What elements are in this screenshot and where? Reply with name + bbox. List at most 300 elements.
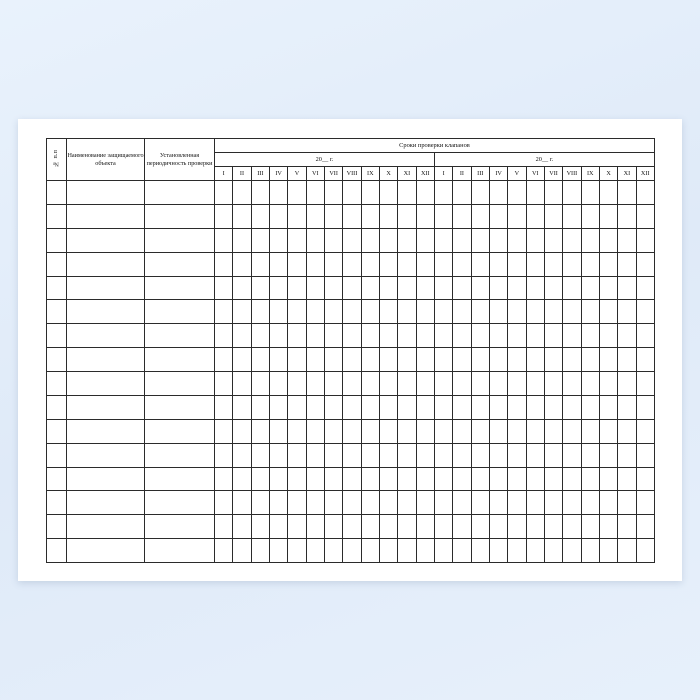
table-cell[interactable] (508, 348, 526, 372)
table-cell[interactable] (343, 443, 361, 467)
table-cell[interactable] (47, 491, 67, 515)
table-cell[interactable] (398, 491, 416, 515)
table-cell[interactable] (599, 228, 617, 252)
table-cell[interactable] (269, 204, 287, 228)
table-cell[interactable] (581, 515, 599, 539)
table-cell[interactable] (361, 300, 379, 324)
table-cell[interactable] (416, 348, 434, 372)
table-cell[interactable] (269, 395, 287, 419)
table-cell[interactable] (67, 181, 145, 205)
table-cell[interactable] (489, 539, 507, 563)
table-cell[interactable] (508, 324, 526, 348)
table-cell[interactable] (47, 252, 67, 276)
table-cell[interactable] (361, 467, 379, 491)
table-cell[interactable] (599, 204, 617, 228)
table-cell[interactable] (581, 539, 599, 563)
table-cell[interactable] (563, 467, 581, 491)
table-cell[interactable] (636, 252, 654, 276)
table-cell[interactable] (306, 228, 324, 252)
table-cell[interactable] (526, 181, 544, 205)
table-cell[interactable] (434, 419, 452, 443)
table-cell[interactable] (215, 419, 233, 443)
table-cell[interactable] (269, 300, 287, 324)
table-cell[interactable] (251, 419, 269, 443)
table-cell[interactable] (288, 204, 306, 228)
table-cell[interactable] (544, 181, 562, 205)
table-cell[interactable] (379, 300, 397, 324)
table-row[interactable] (47, 252, 655, 276)
table-cell[interactable] (471, 395, 489, 419)
table-cell[interactable] (599, 443, 617, 467)
table-cell[interactable] (453, 539, 471, 563)
table-cell[interactable] (636, 348, 654, 372)
table-cell[interactable] (489, 491, 507, 515)
table-cell[interactable] (508, 539, 526, 563)
table-cell[interactable] (453, 515, 471, 539)
table-cell[interactable] (67, 395, 145, 419)
table-cell[interactable] (343, 395, 361, 419)
table-cell[interactable] (288, 228, 306, 252)
table-cell[interactable] (343, 300, 361, 324)
table-cell[interactable] (416, 252, 434, 276)
table-cell[interactable] (618, 204, 636, 228)
table-cell[interactable] (379, 395, 397, 419)
table-cell[interactable] (581, 228, 599, 252)
table-cell[interactable] (416, 515, 434, 539)
table-cell[interactable] (324, 515, 342, 539)
table-cell[interactable] (526, 515, 544, 539)
table-cell[interactable] (508, 252, 526, 276)
table-cell[interactable] (599, 348, 617, 372)
table-cell[interactable] (599, 419, 617, 443)
table-cell[interactable] (269, 539, 287, 563)
table-cell[interactable] (471, 276, 489, 300)
table-cell[interactable] (526, 300, 544, 324)
table-cell[interactable] (306, 491, 324, 515)
table-cell[interactable] (618, 419, 636, 443)
table-cell[interactable] (453, 252, 471, 276)
table-cell[interactable] (508, 395, 526, 419)
table-cell[interactable] (233, 491, 251, 515)
table-cell[interactable] (269, 515, 287, 539)
table-cell[interactable] (251, 443, 269, 467)
table-cell[interactable] (361, 276, 379, 300)
table-cell[interactable] (343, 491, 361, 515)
table-cell[interactable] (563, 515, 581, 539)
table-cell[interactable] (636, 300, 654, 324)
table-cell[interactable] (526, 443, 544, 467)
table-cell[interactable] (471, 491, 489, 515)
table-cell[interactable] (471, 324, 489, 348)
table-cell[interactable] (453, 300, 471, 324)
table-cell[interactable] (599, 491, 617, 515)
table-cell[interactable] (489, 395, 507, 419)
table-cell[interactable] (361, 491, 379, 515)
table-row[interactable] (47, 276, 655, 300)
table-cell[interactable] (67, 276, 145, 300)
table-cell[interactable] (361, 419, 379, 443)
table-cell[interactable] (251, 348, 269, 372)
table-cell[interactable] (453, 419, 471, 443)
table-cell[interactable] (453, 491, 471, 515)
table-cell[interactable] (563, 539, 581, 563)
table-cell[interactable] (288, 539, 306, 563)
table-cell[interactable] (416, 324, 434, 348)
table-cell[interactable] (489, 276, 507, 300)
table-cell[interactable] (361, 372, 379, 396)
table-cell[interactable] (563, 276, 581, 300)
table-cell[interactable] (489, 348, 507, 372)
table-cell[interactable] (599, 372, 617, 396)
table-cell[interactable] (563, 252, 581, 276)
table-cell[interactable] (489, 443, 507, 467)
table-cell[interactable] (47, 300, 67, 324)
table-cell[interactable] (145, 467, 215, 491)
table-cell[interactable] (47, 443, 67, 467)
table-cell[interactable] (636, 276, 654, 300)
table-cell[interactable] (618, 539, 636, 563)
table-cell[interactable] (398, 395, 416, 419)
table-cell[interactable] (67, 372, 145, 396)
table-cell[interactable] (233, 443, 251, 467)
table-cell[interactable] (416, 300, 434, 324)
table-cell[interactable] (636, 204, 654, 228)
table-cell[interactable] (233, 467, 251, 491)
table-cell[interactable] (288, 372, 306, 396)
table-cell[interactable] (471, 443, 489, 467)
table-cell[interactable] (215, 252, 233, 276)
table-cell[interactable] (306, 419, 324, 443)
table-cell[interactable] (324, 252, 342, 276)
table-cell[interactable] (361, 348, 379, 372)
table-cell[interactable] (416, 228, 434, 252)
table-cell[interactable] (251, 181, 269, 205)
table-cell[interactable] (379, 348, 397, 372)
table-cell[interactable] (343, 181, 361, 205)
table-cell[interactable] (398, 181, 416, 205)
table-cell[interactable] (251, 228, 269, 252)
table-cell[interactable] (544, 372, 562, 396)
table-cell[interactable] (306, 467, 324, 491)
table-cell[interactable] (251, 324, 269, 348)
table-cell[interactable] (416, 443, 434, 467)
table-cell[interactable] (215, 300, 233, 324)
table-cell[interactable] (581, 300, 599, 324)
table-cell[interactable] (215, 324, 233, 348)
table-cell[interactable] (324, 204, 342, 228)
table-cell[interactable] (508, 276, 526, 300)
table-cell[interactable] (343, 372, 361, 396)
table-cell[interactable] (508, 515, 526, 539)
table-cell[interactable] (288, 181, 306, 205)
table-cell[interactable] (434, 204, 452, 228)
table-cell[interactable] (618, 276, 636, 300)
table-cell[interactable] (471, 539, 489, 563)
table-cell[interactable] (489, 419, 507, 443)
table-cell[interactable] (233, 348, 251, 372)
table-cell[interactable] (434, 276, 452, 300)
table-cell[interactable] (398, 515, 416, 539)
table-row[interactable] (47, 181, 655, 205)
table-cell[interactable] (489, 204, 507, 228)
table-cell[interactable] (47, 419, 67, 443)
table-cell[interactable] (324, 324, 342, 348)
table-cell[interactable] (398, 228, 416, 252)
table-cell[interactable] (379, 515, 397, 539)
table-cell[interactable] (251, 395, 269, 419)
table-cell[interactable] (489, 300, 507, 324)
table-cell[interactable] (599, 276, 617, 300)
table-cell[interactable] (581, 395, 599, 419)
table-cell[interactable] (453, 324, 471, 348)
table-cell[interactable] (526, 491, 544, 515)
table-cell[interactable] (215, 467, 233, 491)
table-cell[interactable] (67, 324, 145, 348)
table-cell[interactable] (526, 539, 544, 563)
table-cell[interactable] (215, 276, 233, 300)
table-cell[interactable] (343, 539, 361, 563)
table-cell[interactable] (581, 491, 599, 515)
table-cell[interactable] (47, 515, 67, 539)
table-cell[interactable] (398, 300, 416, 324)
table-cell[interactable] (361, 252, 379, 276)
table-cell[interactable] (636, 515, 654, 539)
table-cell[interactable] (67, 204, 145, 228)
table-cell[interactable] (544, 204, 562, 228)
table-cell[interactable] (581, 204, 599, 228)
table-cell[interactable] (581, 443, 599, 467)
table-cell[interactable] (581, 348, 599, 372)
table-cell[interactable] (526, 204, 544, 228)
table-cell[interactable] (269, 348, 287, 372)
table-cell[interactable] (563, 324, 581, 348)
table-cell[interactable] (251, 539, 269, 563)
table-cell[interactable] (67, 252, 145, 276)
table-row[interactable] (47, 539, 655, 563)
table-cell[interactable] (67, 348, 145, 372)
table-cell[interactable] (343, 515, 361, 539)
table-cell[interactable] (361, 324, 379, 348)
table-row[interactable] (47, 419, 655, 443)
table-cell[interactable] (471, 300, 489, 324)
table-cell[interactable] (581, 324, 599, 348)
table-cell[interactable] (508, 300, 526, 324)
table-cell[interactable] (361, 204, 379, 228)
table-row[interactable] (47, 491, 655, 515)
table-cell[interactable] (581, 419, 599, 443)
table-cell[interactable] (379, 467, 397, 491)
table-cell[interactable] (361, 515, 379, 539)
table-cell[interactable] (544, 228, 562, 252)
table-cell[interactable] (544, 491, 562, 515)
table-cell[interactable] (636, 419, 654, 443)
table-cell[interactable] (269, 324, 287, 348)
table-cell[interactable] (636, 443, 654, 467)
table-cell[interactable] (145, 204, 215, 228)
table-cell[interactable] (288, 276, 306, 300)
table-cell[interactable] (416, 419, 434, 443)
table-row[interactable] (47, 348, 655, 372)
table-row[interactable] (47, 515, 655, 539)
table-cell[interactable] (636, 467, 654, 491)
table-cell[interactable] (563, 300, 581, 324)
table-cell[interactable] (251, 300, 269, 324)
table-cell[interactable] (581, 467, 599, 491)
table-cell[interactable] (526, 419, 544, 443)
table-cell[interactable] (544, 300, 562, 324)
table-cell[interactable] (288, 467, 306, 491)
table-cell[interactable] (361, 228, 379, 252)
table-cell[interactable] (599, 300, 617, 324)
table-cell[interactable] (526, 395, 544, 419)
table-cell[interactable] (508, 204, 526, 228)
table-cell[interactable] (416, 395, 434, 419)
table-cell[interactable] (471, 348, 489, 372)
table-cell[interactable] (233, 324, 251, 348)
table-cell[interactable] (471, 419, 489, 443)
table-cell[interactable] (251, 467, 269, 491)
table-cell[interactable] (453, 395, 471, 419)
table-cell[interactable] (324, 348, 342, 372)
table-cell[interactable] (215, 228, 233, 252)
table-cell[interactable] (398, 467, 416, 491)
table-cell[interactable] (269, 181, 287, 205)
table-cell[interactable] (379, 443, 397, 467)
table-cell[interactable] (361, 395, 379, 419)
table-cell[interactable] (251, 276, 269, 300)
table-cell[interactable] (324, 181, 342, 205)
table-cell[interactable] (636, 372, 654, 396)
table-cell[interactable] (306, 515, 324, 539)
table-cell[interactable] (434, 539, 452, 563)
table-cell[interactable] (453, 348, 471, 372)
table-cell[interactable] (563, 372, 581, 396)
table-cell[interactable] (471, 515, 489, 539)
table-cell[interactable] (269, 228, 287, 252)
table-cell[interactable] (215, 443, 233, 467)
table-cell[interactable] (269, 491, 287, 515)
table-cell[interactable] (67, 228, 145, 252)
table-cell[interactable] (398, 539, 416, 563)
table-cell[interactable] (471, 467, 489, 491)
table-cell[interactable] (233, 372, 251, 396)
table-cell[interactable] (489, 252, 507, 276)
table-cell[interactable] (526, 324, 544, 348)
table-cell[interactable] (471, 181, 489, 205)
table-cell[interactable] (145, 491, 215, 515)
table-cell[interactable] (47, 348, 67, 372)
table-cell[interactable] (618, 228, 636, 252)
table-cell[interactable] (306, 252, 324, 276)
table-row[interactable] (47, 300, 655, 324)
table-cell[interactable] (563, 204, 581, 228)
table-cell[interactable] (67, 491, 145, 515)
table-cell[interactable] (508, 372, 526, 396)
table-cell[interactable] (306, 539, 324, 563)
table-cell[interactable] (599, 181, 617, 205)
table-cell[interactable] (526, 252, 544, 276)
table-cell[interactable] (544, 324, 562, 348)
table-cell[interactable] (269, 372, 287, 396)
table-cell[interactable] (434, 252, 452, 276)
table-cell[interactable] (434, 348, 452, 372)
table-cell[interactable] (508, 228, 526, 252)
table-cell[interactable] (636, 181, 654, 205)
table-cell[interactable] (145, 443, 215, 467)
table-cell[interactable] (636, 324, 654, 348)
table-cell[interactable] (306, 181, 324, 205)
table-cell[interactable] (563, 181, 581, 205)
table-cell[interactable] (306, 395, 324, 419)
table-cell[interactable] (636, 395, 654, 419)
table-cell[interactable] (343, 348, 361, 372)
table-cell[interactable] (581, 181, 599, 205)
table-cell[interactable] (636, 228, 654, 252)
table-cell[interactable] (563, 443, 581, 467)
table-cell[interactable] (306, 276, 324, 300)
table-cell[interactable] (398, 443, 416, 467)
table-cell[interactable] (215, 539, 233, 563)
table-cell[interactable] (508, 443, 526, 467)
table-cell[interactable] (145, 276, 215, 300)
table-cell[interactable] (636, 491, 654, 515)
table-cell[interactable] (508, 181, 526, 205)
table-row[interactable] (47, 228, 655, 252)
table-row[interactable] (47, 443, 655, 467)
table-cell[interactable] (379, 276, 397, 300)
table-cell[interactable] (618, 300, 636, 324)
table-cell[interactable] (288, 300, 306, 324)
table-cell[interactable] (251, 204, 269, 228)
table-cell[interactable] (416, 467, 434, 491)
table-cell[interactable] (618, 252, 636, 276)
table-cell[interactable] (145, 419, 215, 443)
table-cell[interactable] (251, 372, 269, 396)
table-cell[interactable] (269, 252, 287, 276)
table-row[interactable] (47, 372, 655, 396)
table-cell[interactable] (416, 181, 434, 205)
table-cell[interactable] (233, 395, 251, 419)
table-cell[interactable] (618, 467, 636, 491)
table-cell[interactable] (618, 395, 636, 419)
table-cell[interactable] (215, 491, 233, 515)
table-cell[interactable] (324, 539, 342, 563)
table-cell[interactable] (233, 228, 251, 252)
table-cell[interactable] (453, 181, 471, 205)
table-cell[interactable] (398, 372, 416, 396)
table-cell[interactable] (233, 252, 251, 276)
table-cell[interactable] (379, 324, 397, 348)
table-cell[interactable] (215, 395, 233, 419)
table-cell[interactable] (343, 467, 361, 491)
table-cell[interactable] (563, 395, 581, 419)
table-cell[interactable] (67, 515, 145, 539)
table-cell[interactable] (618, 491, 636, 515)
table-cell[interactable] (215, 515, 233, 539)
table-cell[interactable] (618, 181, 636, 205)
table-cell[interactable] (215, 372, 233, 396)
table-cell[interactable] (453, 467, 471, 491)
table-cell[interactable] (599, 467, 617, 491)
table-cell[interactable] (233, 276, 251, 300)
table-cell[interactable] (379, 539, 397, 563)
table-cell[interactable] (324, 491, 342, 515)
table-cell[interactable] (599, 539, 617, 563)
table-cell[interactable] (599, 515, 617, 539)
table-cell[interactable] (599, 324, 617, 348)
table-cell[interactable] (453, 204, 471, 228)
table-cell[interactable] (306, 204, 324, 228)
